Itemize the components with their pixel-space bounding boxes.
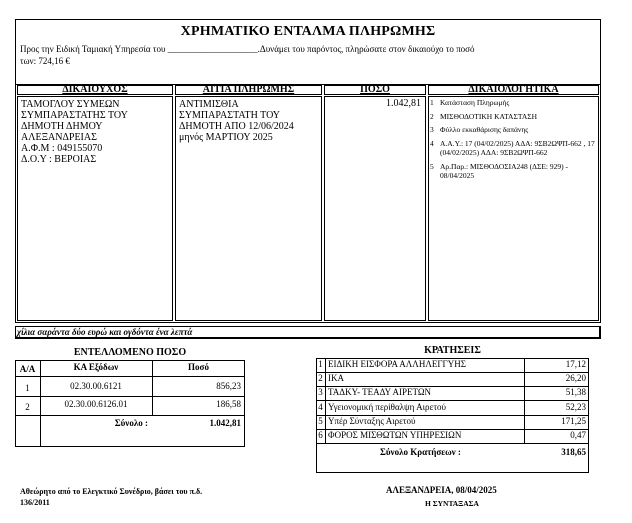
deduction-row bbox=[316, 388, 589, 400]
deduction-label: Υγειονομική περίθαλψη Αιρετού bbox=[328, 402, 446, 412]
col-header-reason: ΑΙΤΙΑ ΠΛΗΡΩΜΗΣ bbox=[202, 84, 295, 95]
deduction-number: 1 bbox=[318, 359, 323, 369]
amount-in-words: χίλια σαράντα δύο ευρώ και ογδόντα ένα λεπτά bbox=[17, 327, 193, 337]
deduction-value: 26,20 bbox=[565, 373, 586, 383]
ordered-row-divider bbox=[15, 396, 245, 397]
reason-line: μηνός ΜΑΡΤΙΟΥ 2025 bbox=[179, 132, 273, 143]
deduction-label: ΤΑΔΚΥ- ΤΕΑΔΥ ΑΙΡΕΤΩΝ bbox=[328, 387, 432, 397]
documents-list bbox=[430, 98, 598, 185]
intro-suffix: .Δυνάμει του παρόντος, πληρώσατε στον δικαιούχο το ποσό bbox=[257, 44, 475, 54]
beneficiary-line: ΤΑΜΟΓΛΟΥ ΣΥΜΕΩΝ bbox=[21, 99, 120, 110]
col-header-amount: ΠΟΣΟ bbox=[360, 84, 390, 95]
ordered-row-code: 02.30.00.6126.01 bbox=[64, 399, 128, 409]
ordered-header-amount: Ποσό bbox=[188, 362, 209, 372]
document-item bbox=[430, 112, 598, 122]
reason-line: ΑΝΤΙΜΙΣΘΙΑ bbox=[179, 99, 239, 110]
document-text: Αρ.Παρ.: ΜΙΣΘΟΔΟΣΙΑ248 (ΔΣΕ: 929) - 08/04/2025 bbox=[440, 161, 568, 180]
deduction-label: ΦΟΡΟΣ ΜΙΣΘΩΤΩΝ ΥΠΗΡΕΣΙΩΝ bbox=[328, 430, 462, 440]
reason-text bbox=[179, 99, 321, 143]
deduction-row bbox=[316, 403, 589, 415]
deductions-title: ΚΡΑΤΗΣΕΙΣ bbox=[424, 345, 481, 356]
ordered-total-divider bbox=[15, 415, 245, 416]
document-number: 5 bbox=[430, 161, 434, 171]
deduction-row bbox=[316, 374, 589, 386]
document-number: 1 bbox=[430, 98, 434, 107]
amount-cell bbox=[324, 96, 426, 321]
beneficiary-line: ΑΛΕΞΑΝΔΡΕΙΑΣ bbox=[21, 132, 97, 143]
document-number: 3 bbox=[430, 125, 434, 134]
document-number: 2 bbox=[430, 111, 434, 121]
reason-line: ΣΥΜΠΑΡΑΣΤΑΤΗ ΤΟΥ bbox=[179, 110, 281, 121]
beneficiary-doy: Δ.Ο.Υ : ΒΕΡΟΙΑΣ bbox=[21, 154, 97, 165]
deduction-value: 51,38 bbox=[565, 387, 586, 397]
beneficiary-afm: Α.Φ.Μ : 049155070 bbox=[21, 143, 103, 154]
ordered-total-value: 1.042,81 bbox=[209, 418, 241, 428]
ordered-header-code: ΚΑ Εξόδων bbox=[73, 362, 119, 372]
footer-place-date: ΑΛΕΞΑΝΔΡΕΙΑ, 08/04/2025 bbox=[386, 485, 497, 495]
ordered-row-amount: 856,23 bbox=[216, 381, 241, 391]
deduction-label: ΙΚΑ bbox=[328, 373, 344, 383]
ordered-total-label: Σύνολο : bbox=[114, 418, 148, 428]
ordered-row-code: 02.30.00.6121 bbox=[70, 381, 122, 391]
col-header-documents: ΔΙΚΑΙΟΛΟΓΗΤΙΚΑ bbox=[468, 84, 559, 95]
document-title: ΧΡΗΜΑΤΙΚΟ ΕΝΤΑΛΜΑ ΠΛΗΡΩΜΗΣ bbox=[180, 24, 436, 39]
ordered-row-amount: 186,58 bbox=[216, 399, 241, 409]
document-item bbox=[430, 162, 598, 181]
deduction-row bbox=[316, 360, 589, 372]
deduction-row bbox=[316, 417, 589, 429]
deduction-number: 3 bbox=[318, 387, 323, 397]
intro-line-2: των: 724,16 € bbox=[20, 56, 70, 66]
ordered-header-aa: Α/Α bbox=[19, 364, 36, 374]
deductions-row-divider bbox=[316, 400, 589, 401]
document-text: Φύλλο εκκαθάρισης δαπάνης bbox=[440, 125, 529, 134]
document-text: ΜΙΣΘΟΔΟΤΙΚΗ ΚΑΤΑΣΤΑΣΗ bbox=[440, 111, 538, 121]
document-item bbox=[430, 125, 598, 135]
beneficiary-line: ΔΗΜΟΤΗ ΔΗΜΟΥ bbox=[21, 121, 103, 132]
deduction-value: 17,12 bbox=[565, 359, 586, 369]
footer-audit-note-line-2: 136/2011 bbox=[20, 498, 50, 507]
document-text: Κατάσταση Πληρωμής bbox=[440, 98, 510, 107]
deduction-number: 5 bbox=[318, 416, 323, 426]
deductions-total-label: Σύνολο Κρατήσεων : bbox=[380, 447, 461, 457]
ordered-header-divider bbox=[15, 376, 245, 377]
deductions-row-divider bbox=[316, 372, 589, 373]
intro-line-1 bbox=[20, 45, 475, 54]
deduction-label: ΕΙΔΙΚΗ ΕΙΣΦΟΡΑ ΑΛΛΗΛΕΓΓΥΗΣ bbox=[328, 359, 467, 369]
deductions-total-value: 318,65 bbox=[561, 447, 586, 457]
intro-prefix: Προς την Ειδική Ταμιακή Υπηρεσία του bbox=[20, 44, 166, 54]
intro-blank: ____________________ bbox=[167, 44, 258, 54]
deduction-value: 171,25 bbox=[561, 416, 586, 426]
document-item bbox=[430, 139, 598, 158]
deductions-total-divider bbox=[316, 443, 589, 444]
document-text: Α.Α.Υ.: 17 (04/02/2025) ΑΔΑ: 9ΣΒ2ΩΨΠ-662 , 17 (04/02/2025) ΑΔΑ: 9ΣΒ2ΩΨΠ-662 bbox=[440, 138, 595, 157]
reason-line: ΔΗΜΟΤΗ ΑΠΟ 12/06/2024 bbox=[179, 121, 294, 132]
ordered-row-aa: 2 bbox=[25, 402, 30, 412]
deduction-label: Υπέρ Σύνταξης Αιρετού bbox=[328, 416, 416, 426]
document-number: 4 bbox=[430, 138, 434, 148]
deduction-number: 2 bbox=[318, 373, 323, 383]
col-header-beneficiary: ΔΙΚΑΙΟΥΧΟΣ bbox=[62, 84, 128, 95]
footer-signer: Η ΣΥΝΤΑΞΑΣΑ bbox=[425, 499, 479, 508]
amount-value: 1.042,81 bbox=[386, 98, 421, 109]
deduction-row bbox=[316, 431, 589, 443]
ordered-row-aa: 1 bbox=[25, 383, 30, 393]
beneficiary-text bbox=[21, 99, 171, 165]
deduction-value: 52,23 bbox=[565, 402, 586, 412]
deduction-number: 6 bbox=[318, 430, 323, 440]
deduction-number: 4 bbox=[318, 402, 323, 412]
deduction-value: 0,47 bbox=[570, 430, 586, 440]
document-item bbox=[430, 98, 598, 108]
beneficiary-line: ΣΥΜΠΑΡΑΣΤΑΤΗΣ ΤΟΥ bbox=[21, 110, 128, 121]
footer-audit-note-line-1: Αθεώρητο από το Ελεγκτικό Συνέδριο, βάσει του π.δ. bbox=[20, 487, 203, 496]
ordered-title: ΕΝΤΕΛΛΟΜΕΝΟ ΠΟΣΟ bbox=[73, 347, 187, 358]
